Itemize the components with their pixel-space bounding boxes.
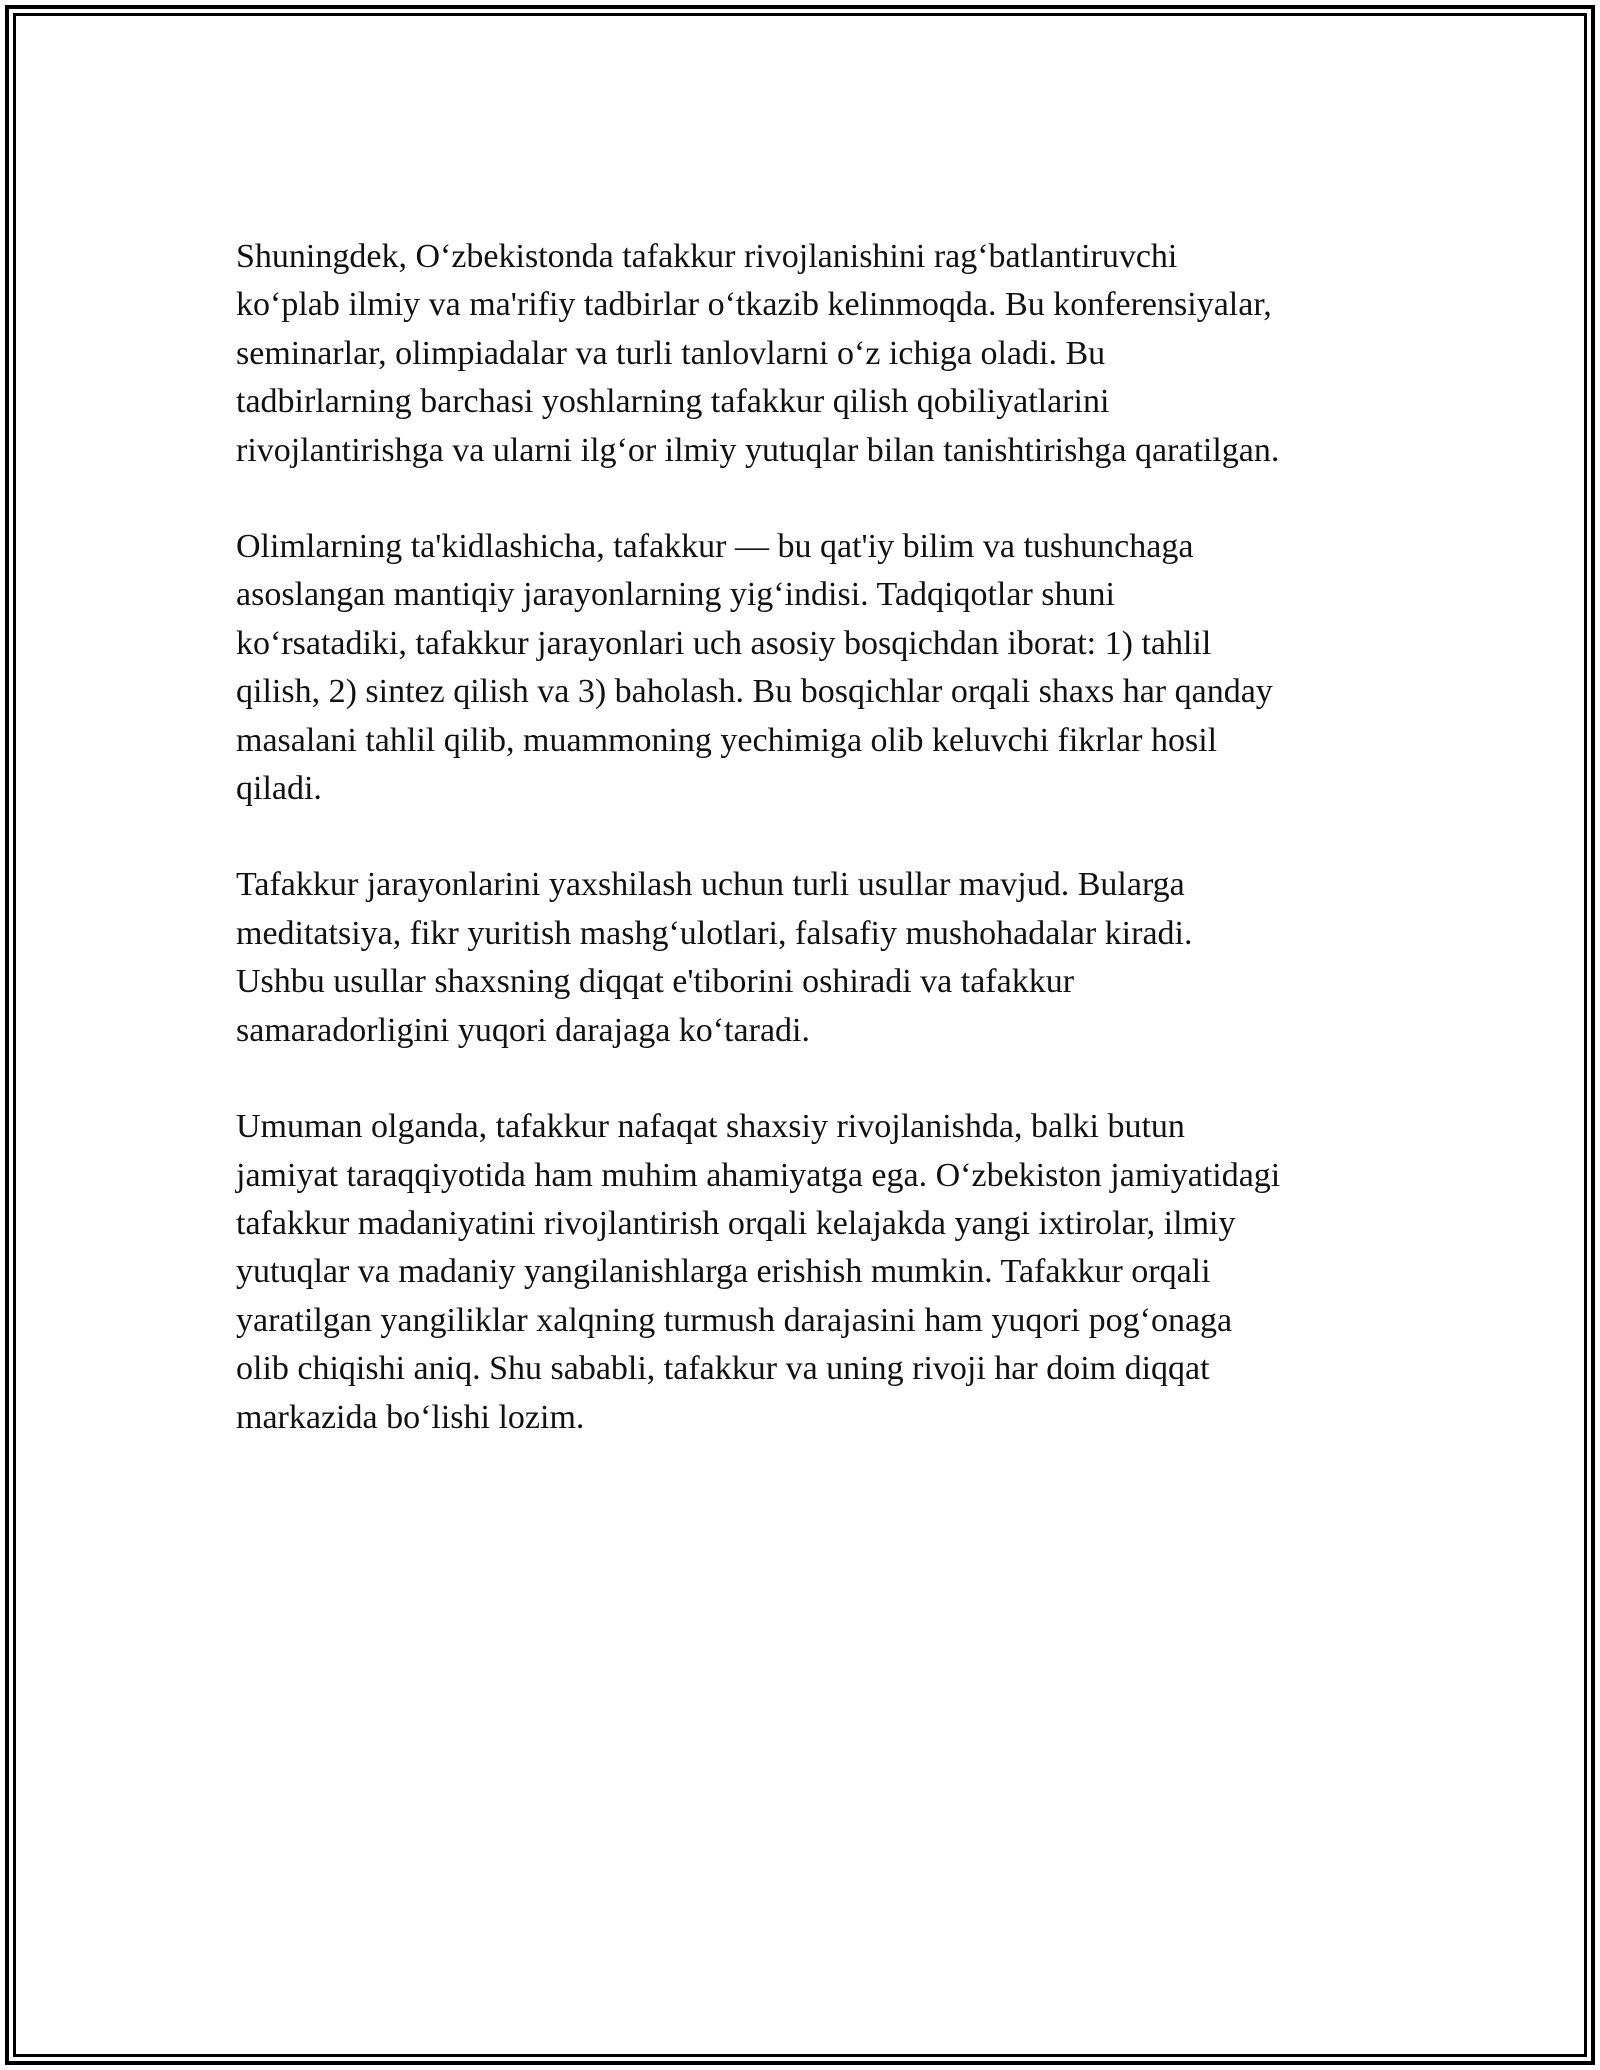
text-line: yutuqlar va madaniy yangilanishlarga erishish mumkin. Tafakkur orqali: [236, 1253, 1211, 1291]
text-line: jamiyat taraqqiyotida ham muhim ahamiyatga ega. O‘zbekiston jamiyatidagi: [236, 1156, 1281, 1194]
text-line: ko‘plab ilmiy va ma'rifiy tadbirlar o‘tkazib kelinmoqda. Bu konferensiyalar,: [236, 286, 1272, 324]
text-line: meditatsiya, fikr yuritish mashg‘ulotlari, falsafiy mushohadalar kiradi.: [236, 914, 1193, 952]
text-line: olib chiqishi aniq. Shu sababli, tafakkur va uning rivoji har doim diqqat: [236, 1350, 1210, 1388]
paragraph-1: [236, 233, 1366, 475]
text-line: qilish, 2) sintez qilish va 3) baholash. Bu bosqichlar orqali shaxs har qanday: [236, 673, 1273, 711]
text-line: markazida bo‘lishi lozim.: [236, 1398, 585, 1436]
text-line: ko‘rsatadiki, tafakkur jarayonlari uch asosiy bosqichdan iborat: 1) tahlil: [236, 624, 1212, 662]
text-line: Olimlarning ta'kidlashicha, tafakkur — bu qat'iy bilim va tushunchaga: [236, 528, 1194, 566]
text-line: tafakkur madaniyatini rivojlantirish orqali kelajakda yangi ixtirolar, ilmiy: [236, 1204, 1236, 1242]
paragraph-4: [236, 1103, 1366, 1442]
text-line: tadbirlarning barchasi yoshlarning tafakkur qilish qobiliyatlarini: [236, 383, 1110, 421]
text-line: Ushbu usullar shaxsning diqqat e'tiborini oshiradi va tafakkur: [236, 963, 1075, 1001]
paragraph-3: [236, 861, 1366, 1055]
text-line: Tafakkur jarayonlarini yaxshilash uchun turli usullar mavjud. Bularga: [236, 866, 1185, 904]
text-line: samaradorligini yuqori darajaga ko‘taradi.: [236, 1011, 810, 1049]
text-line: seminarlar, olimpiadalar va turli tanlovlarni o‘z ichiga oladi. Bu: [236, 334, 1106, 372]
text-line: masalani tahlil qilib, muammoning yechimiga olib keluvchi fikrlar hosil: [236, 721, 1218, 759]
text-line: asoslangan mantiqiy jarayonlarning yig‘indisi. Tadqiqotlar shuni: [236, 576, 1115, 614]
text-line: rivojlantirishga va ularni ilg‘or ilmiy yutuqlar bilan tanishtirishga qaratilgan.: [236, 431, 1280, 469]
text-line: Shuningdek, O‘zbekistonda tafakkur rivojlanishini rag‘batlantiruvchi: [236, 238, 1178, 275]
paragraph-2: [236, 523, 1366, 813]
document-body: [236, 233, 1366, 1490]
text-line: yaratilgan yangiliklar xalqning turmush darajasini ham yuqori pog‘onaga: [236, 1301, 1233, 1339]
text-line: qiladi.: [236, 770, 322, 808]
text-line: Umuman olganda, tafakkur nafaqat shaxsiy rivojlanishda, balki butun: [236, 1108, 1185, 1146]
